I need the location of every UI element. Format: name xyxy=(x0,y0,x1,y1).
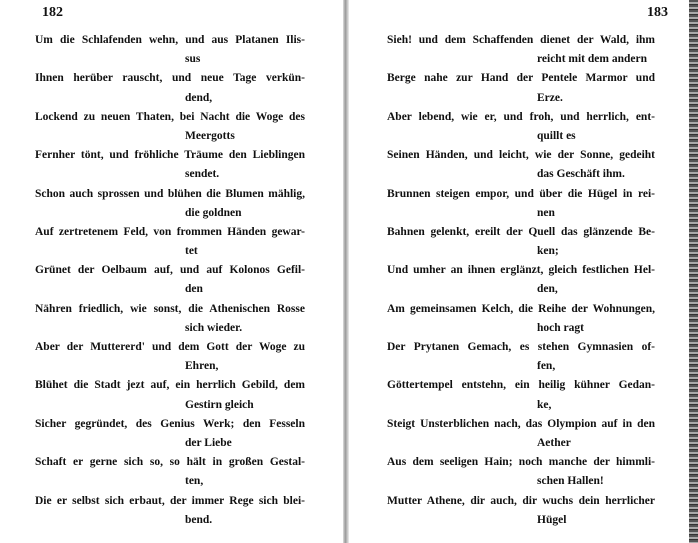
verse xyxy=(387,415,655,453)
verse xyxy=(35,185,305,223)
verse xyxy=(387,338,655,376)
verse-continuation: Hügel xyxy=(537,513,567,526)
verse-continuation: Aether xyxy=(537,436,571,449)
verse-continuation: Meergotts xyxy=(185,129,235,142)
verse-line: Ihnen herüber rauscht, und neue Tage verkün- xyxy=(35,72,305,85)
verse-continuation: ken; xyxy=(537,245,559,258)
verse-continuation: Ehren, xyxy=(185,360,219,373)
verse-line: Und umher an ihnen erglänzt, gleich festlichen Hel- xyxy=(387,264,655,277)
verse-continuation: ke, xyxy=(537,398,552,411)
verse-line: Der Prytanen Gemach, es stehen Gymnasien of- xyxy=(387,341,655,353)
verse-continuation: fen, xyxy=(537,360,556,373)
verse-line: Schon auch sprossen und blühen die Blumen mählig, xyxy=(35,187,305,200)
verse-line: Göttertempel entstehn, ein heilig kühner Gedan- xyxy=(387,379,655,392)
page-number: 183 xyxy=(647,5,668,20)
verse-line: Brunnen steigen empor, und über die Hügel in rei- xyxy=(387,187,655,200)
verse-continuation: den xyxy=(185,283,203,296)
verse-line: Aber der Muttererd' und dem Gott der Woge zu xyxy=(35,341,305,353)
verse xyxy=(35,376,305,414)
poem-text xyxy=(35,31,305,530)
verse-line: Die er selbst sich erbaut, der immer Rege sich blei- xyxy=(35,494,305,507)
verse-continuation: sendet. xyxy=(185,168,220,181)
verse xyxy=(387,300,655,338)
verse xyxy=(387,69,655,107)
verse-continuation: der Liebe xyxy=(185,436,232,449)
poem-text xyxy=(387,31,655,530)
verse-continuation: das Geschäft ihm. xyxy=(537,168,625,181)
verse-line: Mutter Athene, dir auch, dir wuchs dein herrlicher xyxy=(387,494,655,507)
verse xyxy=(35,300,305,338)
verse-line: Steigt Unsterblichen nach, das Olympion auf in den xyxy=(387,417,655,430)
verse-line: Blühet die Stadt jezt auf, ein herrlich Gebild, dem xyxy=(35,379,305,392)
verse-line: Auf zertretenem Feld, von frommen Händen gewar- xyxy=(35,225,305,238)
verse-line: Bahnen gelenkt, ereilt der Quell das glänzende Be- xyxy=(387,225,655,238)
page-edge xyxy=(689,0,698,543)
verse-continuation: ten, xyxy=(185,475,204,488)
verse-continuation: tet xyxy=(185,245,198,258)
verse xyxy=(35,261,305,299)
verse xyxy=(387,31,655,69)
verse xyxy=(387,146,655,184)
verse xyxy=(35,31,305,69)
page-number: 182 xyxy=(42,5,63,20)
verse-continuation: hoch ragt xyxy=(537,321,584,334)
verse xyxy=(387,453,655,491)
verse xyxy=(387,223,655,261)
verse-continuation: sich wieder. xyxy=(185,321,243,334)
verse xyxy=(35,492,305,530)
verse-continuation: dend, xyxy=(185,91,213,104)
verse-continuation: den, xyxy=(537,283,558,296)
verse xyxy=(387,492,655,530)
verse xyxy=(35,338,305,376)
verse xyxy=(35,108,305,146)
verse-line: Grünet der Oelbaum auf, und auf Kolonos Gefil- xyxy=(35,264,305,277)
verse-line: Lockend zu neuen Thaten, bei Nacht die Woge des xyxy=(35,110,305,123)
verse-line: Schaft er gerne sich so, so hält in großen Gestal- xyxy=(35,456,305,469)
verse xyxy=(387,185,655,223)
verse-continuation: sus xyxy=(185,53,201,66)
verse-line: Aber lebend, wie er, und froh, und herrlich, ent- xyxy=(387,110,655,123)
verse xyxy=(387,261,655,299)
verse-line: Am gemeinsamen Kelch, die Reihe der Wohnungen, xyxy=(387,302,655,315)
verse-continuation: nen xyxy=(537,206,555,219)
verse-line: Fernher tönt, und fröhliche Träume den Lieblingen xyxy=(35,149,305,162)
verse-continuation: quillt es xyxy=(537,129,576,142)
verse-continuation: bend. xyxy=(185,513,213,526)
verse xyxy=(387,108,655,146)
verse-continuation: schen Hallen! xyxy=(537,475,604,488)
verse-line: Um die Schlafenden wehn, und aus Platanen Ilis- xyxy=(35,34,305,46)
verse-line: Berge nahe zur Hand der Pentele Marmor und xyxy=(387,72,655,85)
verse-line: Sieh! und dem Schaffenden dienet der Wald, ihm xyxy=(387,34,655,46)
verse-continuation: reicht mit dem andern xyxy=(537,53,647,66)
verse-continuation: Erze. xyxy=(537,91,563,104)
verse xyxy=(387,376,655,414)
left-page xyxy=(0,0,343,543)
verse-continuation: Gestirn gleich xyxy=(185,398,254,411)
right-page xyxy=(349,0,684,543)
verse xyxy=(35,453,305,491)
verse-line: Aus dem seeligen Hain; noch manche der himmli- xyxy=(387,456,655,469)
verse-continuation: die goldnen xyxy=(185,206,242,219)
verse xyxy=(35,146,305,184)
verse-line: Sicher gegründet, des Genius Werk; den Fesseln xyxy=(35,417,305,430)
verse xyxy=(35,415,305,453)
verse-line: Nähren friedlich, wie sonst, die Athenischen Rosse xyxy=(35,302,305,315)
verse-line: Seinen Händen, und leicht, wie der Sonne, gedeiht xyxy=(387,149,655,162)
verse xyxy=(35,69,305,107)
verse xyxy=(35,223,305,261)
